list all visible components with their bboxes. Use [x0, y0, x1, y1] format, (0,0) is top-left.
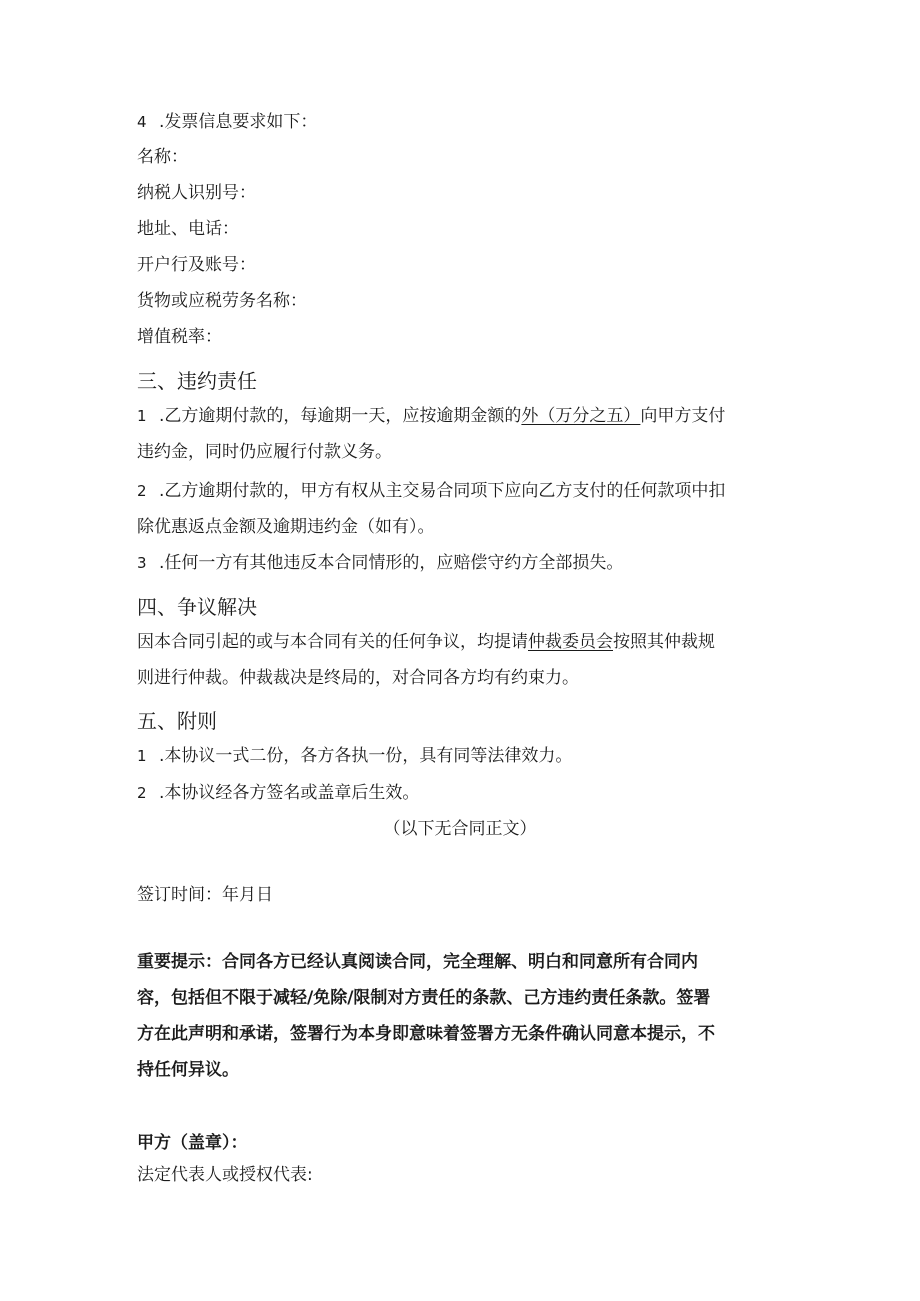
signing-date: 签订时间：年月日: [137, 885, 273, 905]
item-number: 1: [137, 407, 147, 425]
important-notice-line-1: 重要提示：合同各方已经认真阅读合同，完全理解、明白和同意所有合同内: [137, 952, 698, 972]
breach-item-3: [137, 552, 787, 574]
section-heading-breach: 三、违约责任: [137, 369, 257, 393]
important-notice-line-2: 容，包括但不限于减轻/免除/限制对方责任的条款、己方违约责任条款。签署: [137, 988, 711, 1008]
item-text: .乙方逾期付款的，甲方有权从主交易合同项下应向乙方支付的任何款项中扣: [159, 481, 726, 501]
item-number: 2: [137, 482, 147, 500]
invoice-field-address-phone: 地址、电话：: [137, 219, 239, 239]
invoice-field-goods-services: 货物或应税劳务名称：: [137, 291, 307, 311]
item-number: 1: [137, 747, 147, 765]
invoice-field-name: 名称：: [137, 147, 188, 167]
supplementary-item-1: [137, 745, 787, 767]
section-heading-supplementary: 五、附则: [137, 709, 217, 733]
breach-item-2: [137, 480, 787, 502]
paragraph-text: 因本合同引起的或与本合同有关的任何争议，均提请: [137, 632, 528, 652]
item-text: .本协议一式二份，各方各执一份，具有同等法律效力。: [159, 746, 573, 766]
dispute-paragraph-line-1: [137, 631, 787, 653]
paragraph-text-continued: 按照其仲裁规: [613, 632, 715, 652]
item-text: .发票信息要求如下：: [159, 112, 318, 132]
invoice-field-taxpayer-id: 纳税人识别号：: [137, 183, 256, 203]
supplementary-item-2: [137, 782, 787, 804]
breach-item-2-line-2: 除优惠返点金额及逾期违约金（如有）。: [137, 517, 435, 537]
party-a-representative-label: 法定代表人或授权代表:: [137, 1165, 313, 1185]
item-text: .本协议经各方签名或盖章后生效。: [159, 783, 420, 803]
item-number: 4: [137, 113, 147, 131]
item-text: .乙方逾期付款的，每逾期一天，应按逾期金额的: [159, 406, 522, 426]
item-number: 3: [137, 554, 147, 572]
invoice-requirements-item: [137, 111, 787, 133]
underlined-blank: 外（万分之五）: [521, 406, 641, 426]
item-text: .任何一方有其他违反本合同情形的，应赔偿守约方全部损失。: [159, 553, 624, 573]
section-heading-dispute: 四、争议解决: [137, 595, 257, 619]
breach-item-1: [137, 405, 787, 427]
breach-item-1-line-2: 违约金，同时仍应履行付款义务。: [137, 442, 392, 462]
party-a-seal-label: 甲方（盖章）：: [137, 1133, 248, 1153]
invoice-field-bank-account: 开户行及账号：: [137, 255, 256, 275]
end-of-contract-note: （以下无合同正文）: [383, 819, 537, 839]
important-notice-line-3: 方在此声明和承诺，签署行为本身即意味着签署方无条件确认同意本提示，不: [137, 1024, 715, 1044]
item-text-continued: 向甲方支付: [640, 406, 726, 426]
invoice-field-vat-rate: 增值税率：: [137, 327, 222, 347]
dispute-paragraph-line-2: 则进行仲裁。仲裁裁决是终局的，对合同各方均有约束力。: [137, 668, 579, 688]
underlined-blank: 仲裁委员会: [528, 632, 613, 652]
important-notice-line-4: 持任何异议。: [137, 1060, 239, 1080]
item-number: 2: [137, 784, 147, 802]
